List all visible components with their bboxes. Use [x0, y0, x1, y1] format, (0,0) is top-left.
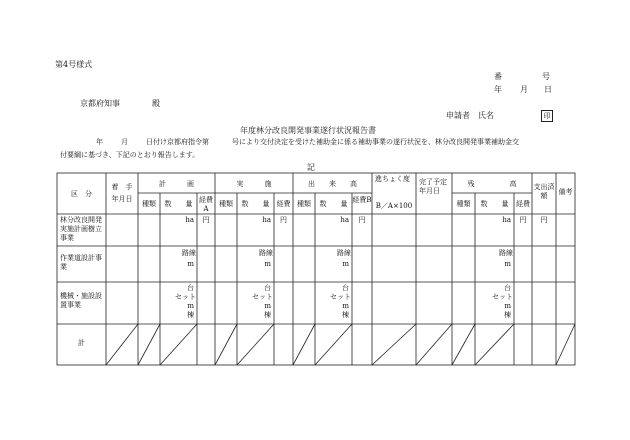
number-suffix: 号 [542, 72, 550, 81]
row3-unit4-jisshi: 棟 [264, 311, 271, 319]
row1-unit-keikaku: ha [185, 216, 194, 224]
applicant-label: 申請者 [446, 111, 470, 120]
sub-keihi-4: 経費 [516, 200, 530, 208]
name-label: 氏名 [478, 111, 494, 120]
row3-unit3-keikaku: m [187, 302, 194, 310]
header-dekidaka: 出 来 高 [308, 180, 357, 188]
row1-yen-dekidaka: 円 [358, 216, 366, 224]
body-month: 月 [121, 138, 128, 146]
row-name-total: 計 [78, 339, 85, 347]
sub-shurui-1: 種類 [142, 200, 156, 208]
row3-unit4-keikaku: 棟 [187, 311, 194, 319]
row-name-2: 作業道設計事業 [60, 254, 102, 271]
row1-yen-keikaku: 円 [202, 216, 210, 224]
row2-unit-jisshi: 路線 [259, 249, 273, 257]
sub-keihi-a: 経費A [199, 196, 213, 213]
body-text: 号により交付決定を受けた補助金に係る補助事業の遂行状況を、林分改良開発事業補助金交 [232, 138, 519, 146]
sub-suryo-3: 数 量 [319, 200, 348, 208]
row3-unit-dekidaka: 台 [342, 284, 349, 292]
row3-unit-zan: 台 [504, 284, 511, 292]
seal-box: 印 [541, 110, 553, 122]
row1-unit-dekidaka: ha [340, 216, 349, 224]
sub-shurui-4: 種類 [456, 200, 471, 208]
row2-unit2-keikaku: m [187, 260, 194, 268]
addressee: 京都府知事 [80, 99, 120, 108]
row3-unit4-zan: 棟 [504, 311, 511, 319]
date-month: 月 [520, 85, 528, 94]
row2-unit-zan: 路線 [499, 249, 513, 257]
header-kanryo: 完了予定年月日 [419, 178, 447, 195]
row1-yen-jisshi: 円 [280, 216, 287, 224]
row3-unit3-dekidaka: m [342, 302, 349, 310]
row3-unit4-dekidaka: 棟 [342, 311, 349, 319]
header-biko: 備考 [558, 188, 573, 196]
row2-unit2-jisshi: m [264, 260, 271, 268]
sub-suryo-4: 数 量 [480, 200, 509, 208]
row1-yen-shishutsu: 円 [540, 216, 548, 224]
row3-unit2-dekidaka: セット [330, 293, 351, 301]
row3-unit-jisshi: 台 [264, 284, 271, 292]
row3-unit3-zan: m [504, 302, 511, 310]
row1-unit-jisshi: ha [262, 216, 271, 224]
header-chakushu-sub: 年月日 [111, 195, 133, 203]
date-day: 日 [544, 85, 552, 94]
row3-unit2-keikaku: セット [175, 293, 196, 301]
row2-unit2-dekidaka: m [342, 260, 349, 268]
header-kubun: 区 分 [71, 190, 92, 198]
row1-unit-zan: ha [502, 216, 511, 224]
header-shishutsu: 支出済額 [533, 183, 555, 200]
body-text-line2: 付要綱に基づき、下記のとおり報告します。 [60, 151, 200, 159]
row1-yen-zan: 円 [519, 216, 527, 224]
row2-unit2-zan: m [504, 260, 511, 268]
header-zan: 残 高 [467, 180, 517, 188]
sub-suryo-2: 数 量 [241, 200, 270, 208]
header-keikaku: 計 画 [159, 180, 194, 188]
header-shinchoku: 進ちょく度 [375, 175, 410, 183]
sub-suryo-1: 数 量 [164, 200, 193, 208]
sub-keihi-2: 経費 [276, 200, 291, 208]
body-directive: 日付け京都府指令第 [146, 138, 209, 146]
row-name-3: 機械・施設設置事業 [60, 292, 102, 309]
header-chakushu: 着 手 [111, 183, 133, 191]
sub-keihi-b: 経費B [352, 196, 372, 204]
date-year: 年 [494, 85, 502, 94]
addressee-honorific: 殿 [152, 99, 160, 108]
ki-heading: 記 [307, 163, 315, 172]
header-jisshi: 実 施 [236, 180, 272, 188]
row3-unit2-zan: セット [492, 293, 513, 301]
sub-shurui-3: 種類 [297, 200, 311, 208]
row3-unit-keikaku: 台 [187, 284, 194, 292]
row3-unit3-jisshi: m [264, 302, 271, 310]
row2-unit-keikaku: 路線 [182, 249, 196, 257]
report-title: 年度林分改良開発事業遂行状況報告書 [240, 126, 376, 135]
number-label: 番 [494, 72, 502, 81]
row-name-1: 林分改良開発実施計画樹立事業 [60, 216, 102, 242]
row2-unit-dekidaka: 路線 [337, 249, 351, 257]
sub-shurui-2: 種類 [219, 200, 233, 208]
body-year: 年 [96, 138, 103, 146]
row3-unit2-jisshi: セット [252, 293, 273, 301]
header-shinchoku-formula: B／A×100 [375, 202, 413, 210]
form-number: 第4号様式 [55, 60, 93, 69]
